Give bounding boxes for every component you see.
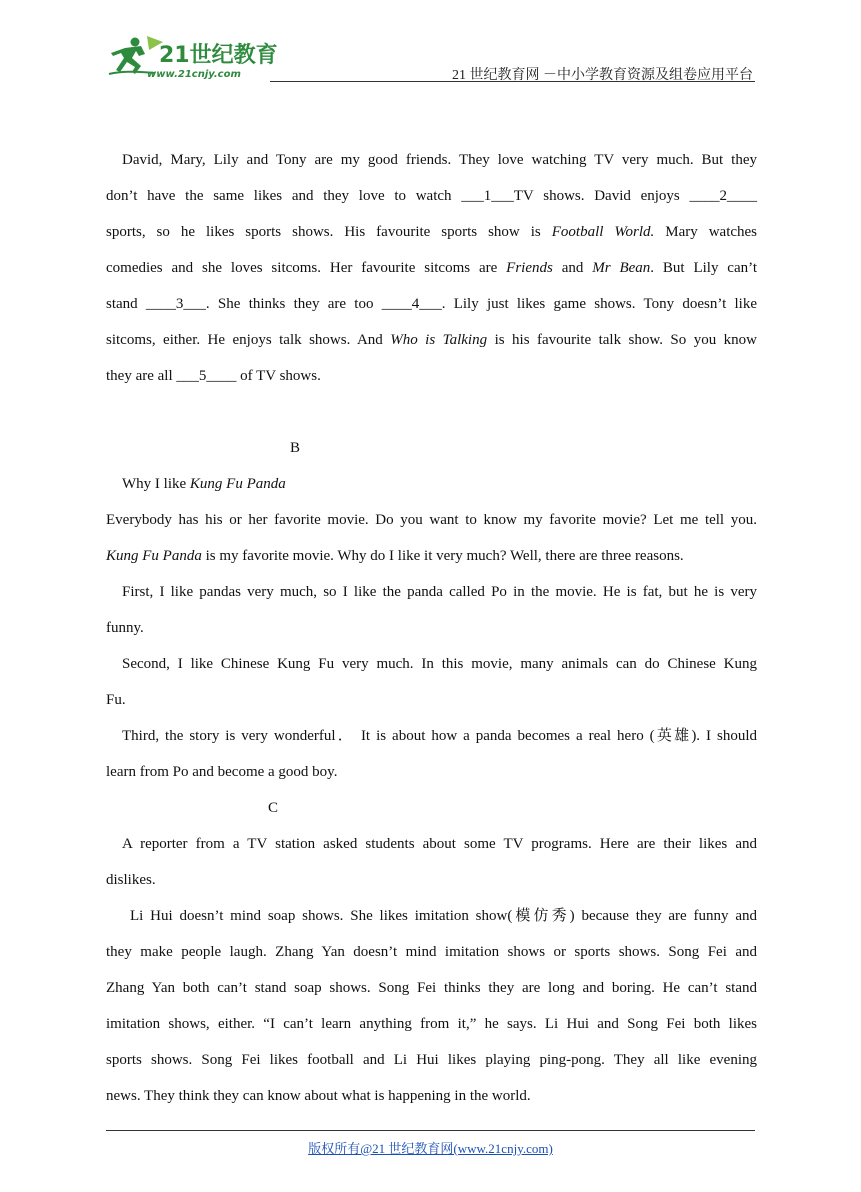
footer-copyright-link[interactable]: 版权所有@21 世纪教育网(www.21cnjy.com) xyxy=(308,1141,553,1156)
page-header xyxy=(105,30,755,82)
text-segment: sitcoms, either. He enjoys talk shows. And xyxy=(106,332,383,348)
section-b-p4-line2: learn from Po and become a good boy. xyxy=(106,764,338,780)
title-prefix: Why I like xyxy=(122,476,187,492)
section-a-line-3 xyxy=(106,222,757,242)
show-title: Friends xyxy=(506,260,553,276)
footer-divider xyxy=(106,1130,755,1131)
site-tagline: 21 世纪教育网 －中小学教育资源及组卷应用平台 xyxy=(452,68,753,83)
section-a-line-1: David, Mary, Lily and Tony are my good friends. They love watching TV very much. But they xyxy=(122,152,757,168)
section-c-label: C xyxy=(268,800,279,816)
text-segment: sports, so he likes sports shows. His favourite sports show is xyxy=(106,224,541,240)
show-title: Who is Talking xyxy=(390,332,488,348)
section-c-p2-line4: imitation shows, either. “I can’t learn anything from it,” he says. Li Hui and Song Fei both likes xyxy=(106,1016,757,1032)
section-a-line-5: stand ____3___. She thinks they are too ____4___. Lily just likes game shows. Tony doesn’t like xyxy=(106,296,757,312)
section-c-p1-line1: A reporter from a TV station asked students about some TV programs. Here are their likes and xyxy=(122,836,757,852)
section-b-p3-line1: Second, I like Chinese Kung Fu very much. In this movie, many animals can do Chinese Kung xyxy=(122,656,757,672)
section-c-p2-line3: Zhang Yan both can’t stand soap shows. Song Fei thinks they are long and boring. He can’t stand xyxy=(106,980,757,996)
section-b-p2-line2: funny. xyxy=(106,620,144,636)
movie-title: Kung Fu Panda xyxy=(106,548,202,564)
section-b-p2-line1: First, I like pandas very much, so I like the panda called Po in the movie. He is fat, but he is very xyxy=(122,584,757,600)
text-segment: Mary watches xyxy=(665,224,758,240)
movie-title: Kung Fu Panda xyxy=(189,476,286,492)
section-c-p2-line6: news. They think they can know about what is happening in the world. xyxy=(106,1088,531,1104)
section-c-p2-line2: they make people laugh. Zhang Yan doesn’t mind imitation shows or sports shows. Song Fei and xyxy=(106,944,757,960)
section-b-p1-line1: Everybody has his or her favorite movie. Do you want to know my favorite movie? Let me tell you. xyxy=(106,512,757,528)
section-c-p1-line2: dislikes. xyxy=(106,872,156,888)
section-a-line-7: they are all ___5____ of TV shows. xyxy=(106,368,321,384)
section-c-p2-line5: sports shows. Song Fei likes football and Li Hui likes playing ping-pong. They all like evening xyxy=(106,1052,757,1068)
show-title: Mr Bean xyxy=(592,260,651,276)
section-b-label: B xyxy=(290,440,301,456)
section-a-line-2: don’t have the same likes and they love to watch ___1___TV shows. David enjoys ____2____ xyxy=(106,188,757,204)
text-segment: . But Lily can’t xyxy=(650,260,758,276)
show-title: Football World. xyxy=(551,224,655,240)
header-divider xyxy=(270,81,755,82)
section-b-title xyxy=(122,474,286,494)
logo-wordmark: 21世纪教育 xyxy=(159,43,278,68)
section-b-p3-line2: Fu. xyxy=(106,692,126,708)
text-segment: comedies and she loves sitcoms. Her favourite sitcoms are xyxy=(106,260,498,276)
logo-url: www.21cnjy.com xyxy=(147,69,241,80)
runner-icon xyxy=(111,38,145,75)
text-segment: is his favourite talk show. So you know xyxy=(494,332,757,348)
section-b-p1-line2 xyxy=(106,546,684,566)
text-segment: and xyxy=(561,260,584,276)
section-a-line-6 xyxy=(106,330,757,350)
site-logo xyxy=(105,34,285,80)
section-a-line-4 xyxy=(106,258,757,278)
section-c-p2-line1: Li Hui doesn’t mind soap shows. She likes imitation show(模仿秀) because they are funny and xyxy=(130,908,757,924)
section-b-p4-line1: Third, the story is very wonderful． It is about how a panda becomes a real hero (英雄). I should xyxy=(122,728,757,744)
text-segment: is my favorite movie. Why do I like it very much? Well, there are three reasons. xyxy=(205,548,684,564)
